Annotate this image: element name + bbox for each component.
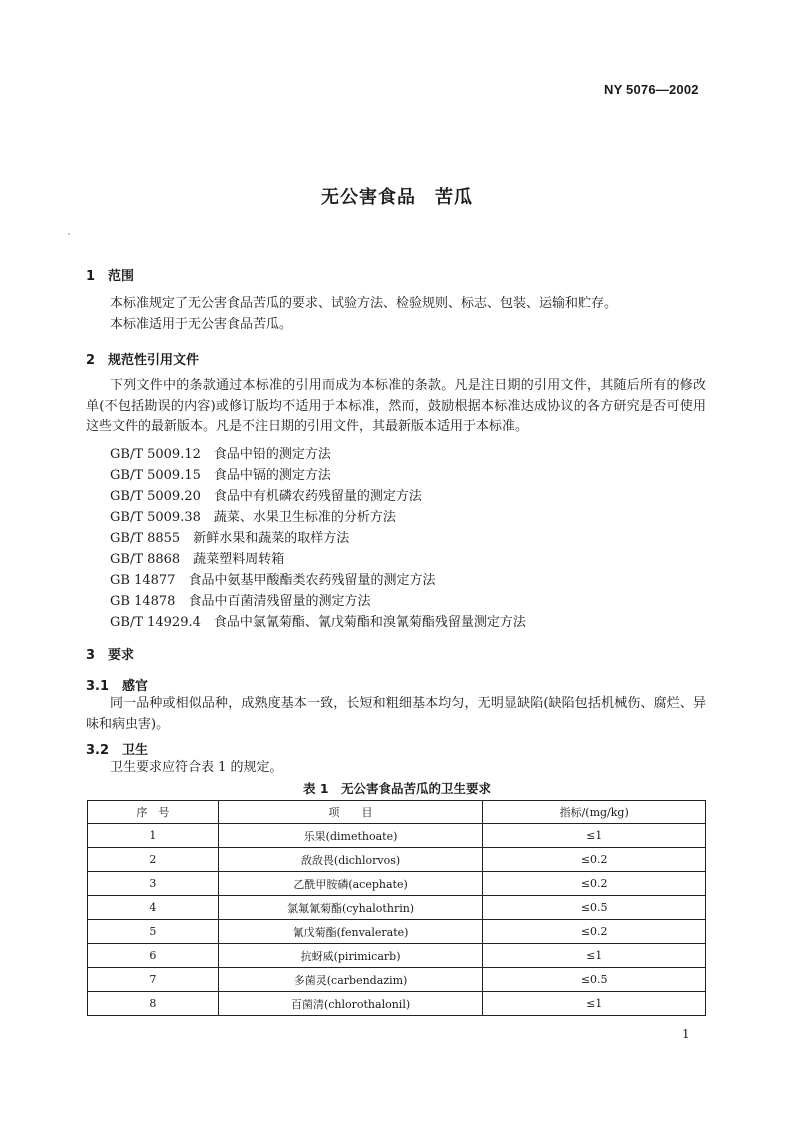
cell-limit: ≤1	[483, 824, 706, 848]
table-1-caption: 表 1 无公害食品苦瓜的卫生要求	[302, 781, 492, 796]
cell-limit: ≤0.2	[483, 920, 706, 944]
scan-speck	[68, 233, 70, 235]
reference-item	[110, 611, 526, 630]
table-row	[88, 896, 706, 920]
reference-item	[110, 548, 284, 567]
cell-item: 乙酰甲胺磷(acephate)	[218, 872, 483, 896]
cell-item: 敌敌畏(dichlorvos)	[218, 848, 483, 872]
cell-item: 多菌灵(carbendazim)	[218, 968, 483, 992]
reference-title: 蔬菜、水果卫生标准的分析方法	[213, 510, 396, 525]
section-3-1-heading: 3.1 感官	[86, 679, 149, 694]
cell-item: 氯氟氰菊酯(cyhalothrin)	[218, 896, 483, 920]
hygiene-requirements-table	[87, 800, 706, 1016]
reference-title: 食品中氨基甲酸酯类农药残留量的测定方法	[188, 573, 436, 588]
cell-serial: 8	[88, 992, 219, 1016]
reference-code: GB/T 14929.4	[110, 615, 201, 630]
section-1-paragraph-2: 本标准适用于无公害食品苦瓜。	[110, 317, 293, 332]
table-row	[88, 920, 706, 944]
header-limit: 指标/(mg/kg)	[483, 801, 706, 824]
header-item: 项 目	[218, 801, 483, 824]
table-row	[88, 992, 706, 1016]
reference-item	[110, 443, 331, 462]
section-3-2-text: 卫生要求应符合表 1 的规定。	[110, 760, 283, 775]
reference-code: GB/T 5009.38	[110, 510, 201, 525]
cell-item: 氰戊菊酯(fenvalerate)	[218, 920, 483, 944]
reference-item	[110, 569, 435, 588]
reference-code: GB/T 8868	[110, 552, 181, 567]
reference-item	[110, 527, 349, 546]
table-row	[88, 968, 706, 992]
cell-item: 百菌清(chlorothalonil)	[218, 992, 483, 1016]
reference-code: GB 14878	[110, 594, 176, 609]
section-2-heading: 2 规范性引用文件	[86, 353, 200, 368]
standard-code: NY 5076—2002	[604, 82, 699, 97]
reference-title: 蔬菜塑料周转箱	[193, 552, 285, 567]
cell-limit: ≤0.5	[483, 896, 706, 920]
section-3-2-heading: 3.2 卫生	[86, 743, 149, 758]
section-1-paragraph-1: 本标准规定了无公害食品苦瓜的要求、试验方法、检验规则、标志、包装、运输和贮存。	[110, 296, 618, 311]
section-3-heading: 3 要求	[86, 648, 135, 663]
reference-title: 食品中铅的测定方法	[213, 447, 331, 462]
reference-title: 食品中百菌清残留量的测定方法	[188, 594, 371, 609]
cell-limit: ≤0.2	[483, 848, 706, 872]
section-3-1-text: 同一品种或相似品种，成熟度基本一致，长短和粗细基本均匀，无明显缺陷(缺陷包括机械伤、腐烂、异味和病虫害)。	[86, 696, 706, 732]
cell-serial: 6	[88, 944, 219, 968]
reference-item	[110, 464, 331, 483]
reference-code: GB/T 5009.12	[110, 447, 201, 462]
cell-item: 抗蚜威(pirimicarb)	[218, 944, 483, 968]
cell-limit: ≤1	[483, 944, 706, 968]
reference-code: GB/T 5009.15	[110, 468, 201, 483]
reference-title: 食品中镉的测定方法	[213, 468, 331, 483]
table-header-row	[88, 801, 706, 824]
cell-item: 乐果(dimethoate)	[218, 824, 483, 848]
reference-title: 新鲜水果和蔬菜的取样方法	[193, 531, 350, 546]
cell-limit: ≤0.5	[483, 968, 706, 992]
reference-item	[110, 506, 396, 525]
reference-code: GB/T 5009.20	[110, 489, 201, 504]
document-title: 无公害食品 苦瓜	[321, 187, 473, 208]
section-2-intro: 下列文件中的条款通过本标准的引用而成为本标准的条款。凡是注日期的引用文件，其随后所有的修改单(不包括勘误的内容)或修订版均不适用于本标准，然而，鼓励根据本标准达成协议的各方研究是否可使用这些文件的最新版本。凡是不注日期的引用文件，其最新版本适用于本标准。	[86, 378, 706, 434]
cell-serial: 3	[88, 872, 219, 896]
cell-serial: 1	[88, 824, 219, 848]
cell-serial: 4	[88, 896, 219, 920]
section-1-heading: 1 范围	[86, 269, 135, 284]
cell-serial: 5	[88, 920, 219, 944]
reference-title: 食品中氯氰菊酯、氰戊菊酯和溴氰菊酯残留量测定方法	[213, 615, 526, 630]
reference-item	[110, 590, 370, 609]
reference-item	[110, 485, 422, 504]
cell-serial: 7	[88, 968, 219, 992]
reference-code: GB 14877	[110, 573, 176, 588]
table-row	[88, 872, 706, 896]
reference-title: 食品中有机磷农药残留量的测定方法	[213, 489, 422, 504]
table-row	[88, 848, 706, 872]
cell-limit: ≤1	[483, 992, 706, 1016]
page-number: 1	[682, 1027, 690, 1041]
cell-limit: ≤0.2	[483, 872, 706, 896]
table-row	[88, 944, 706, 968]
header-serial-number: 序 号	[88, 801, 219, 824]
table-row	[88, 824, 706, 848]
reference-code: GB/T 8855	[110, 531, 181, 546]
cell-serial: 2	[88, 848, 219, 872]
